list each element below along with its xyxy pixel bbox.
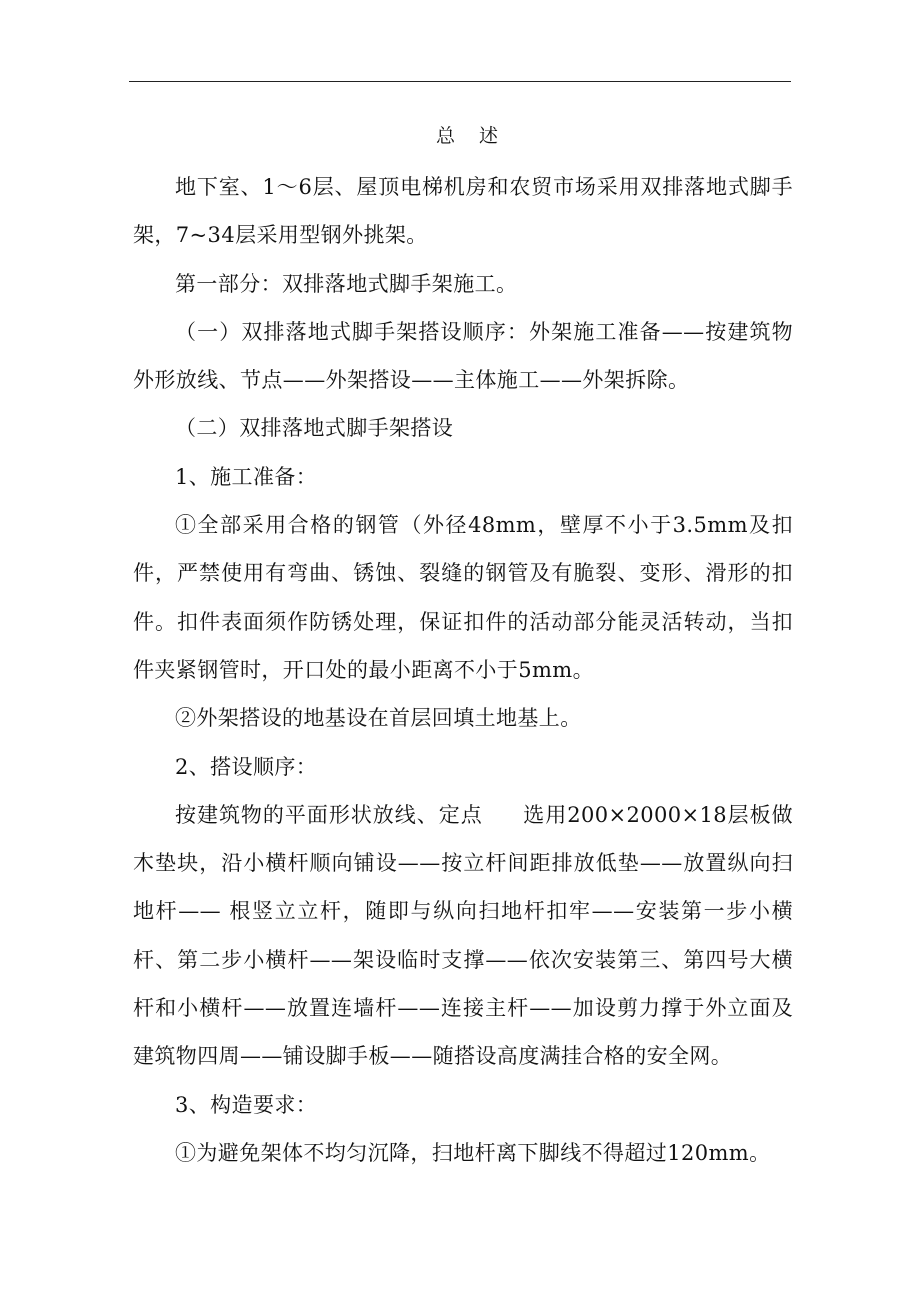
sequence-part1: 按建筑物的平面形状放线、定点 — [175, 802, 483, 827]
paragraph-sequence-heading: 2、搭设顺序： — [175, 754, 318, 779]
page-title-part1: 总 — [435, 125, 457, 147]
paragraph-steel-pipe-requirements: ①全部采用合格的钢管（外径48mm，壁厚不小于3.5mm及扣件，严禁使用有弯曲、锈蚀、裂缝的钢管及有脆裂、变形、滑形的扣件。扣件表面须作防锈处理，保证扣件的活动部分能灵活转动，当扣件夹紧钢管时，开口处的最小距离不小于5mm。 — [133, 513, 793, 682]
page-title — [0, 121, 920, 148]
paragraph-foundation: ②外架搭设的地基设在首层回填土地基上。 — [175, 706, 582, 731]
paragraph-erection-order: （一）双排落地式脚手架搭设顺序：外架施工准备——按建筑物外形放线、节点——外架搭设——主体施工——外架拆除。 — [133, 319, 793, 393]
header-rule — [129, 81, 791, 82]
paragraph-intro: 地下室、1～6层、屋顶电梯机房和农贸市场采用双排落地式脚手架，7~34层采用型钢外挑架。 — [133, 175, 793, 248]
document-body — [133, 163, 793, 1177]
paragraph-sequence-steps — [133, 791, 793, 1081]
paragraph-section-two-heading: （二）双排落地式脚手架搭设 — [175, 416, 454, 441]
paragraph-sweep-rod-rule: ①为避免架体不均匀沉降，扫地杆离下脚线不得超过120mm。 — [175, 1140, 771, 1165]
sequence-part2: 选用200×2000×18层板做木垫块，沿小横杆顺向铺设——按立杆间距排放低垫——放置纵向扫地杆—— 根竖立立杆，随即与纵向扫地杆扣牢——安装第一步小横杆、第二步小横杆——架设临时支撑——依次安装第三、第四号大横杆和小横杆——放置连墙杆——连接主杆——加设剪力撑于外立面及建筑物四周——铺设脚手板——随搭设高度满挂合格的安全网。 — [133, 802, 793, 1069]
paragraph-part-one-heading: 第一部分：双排落地式脚手架施工。 — [175, 271, 518, 296]
paragraph-preparation-heading: 1、施工准备： — [175, 464, 318, 489]
paragraph-structure-heading: 3、构造要求： — [175, 1092, 318, 1117]
page-title-part2: 述 — [479, 125, 501, 147]
